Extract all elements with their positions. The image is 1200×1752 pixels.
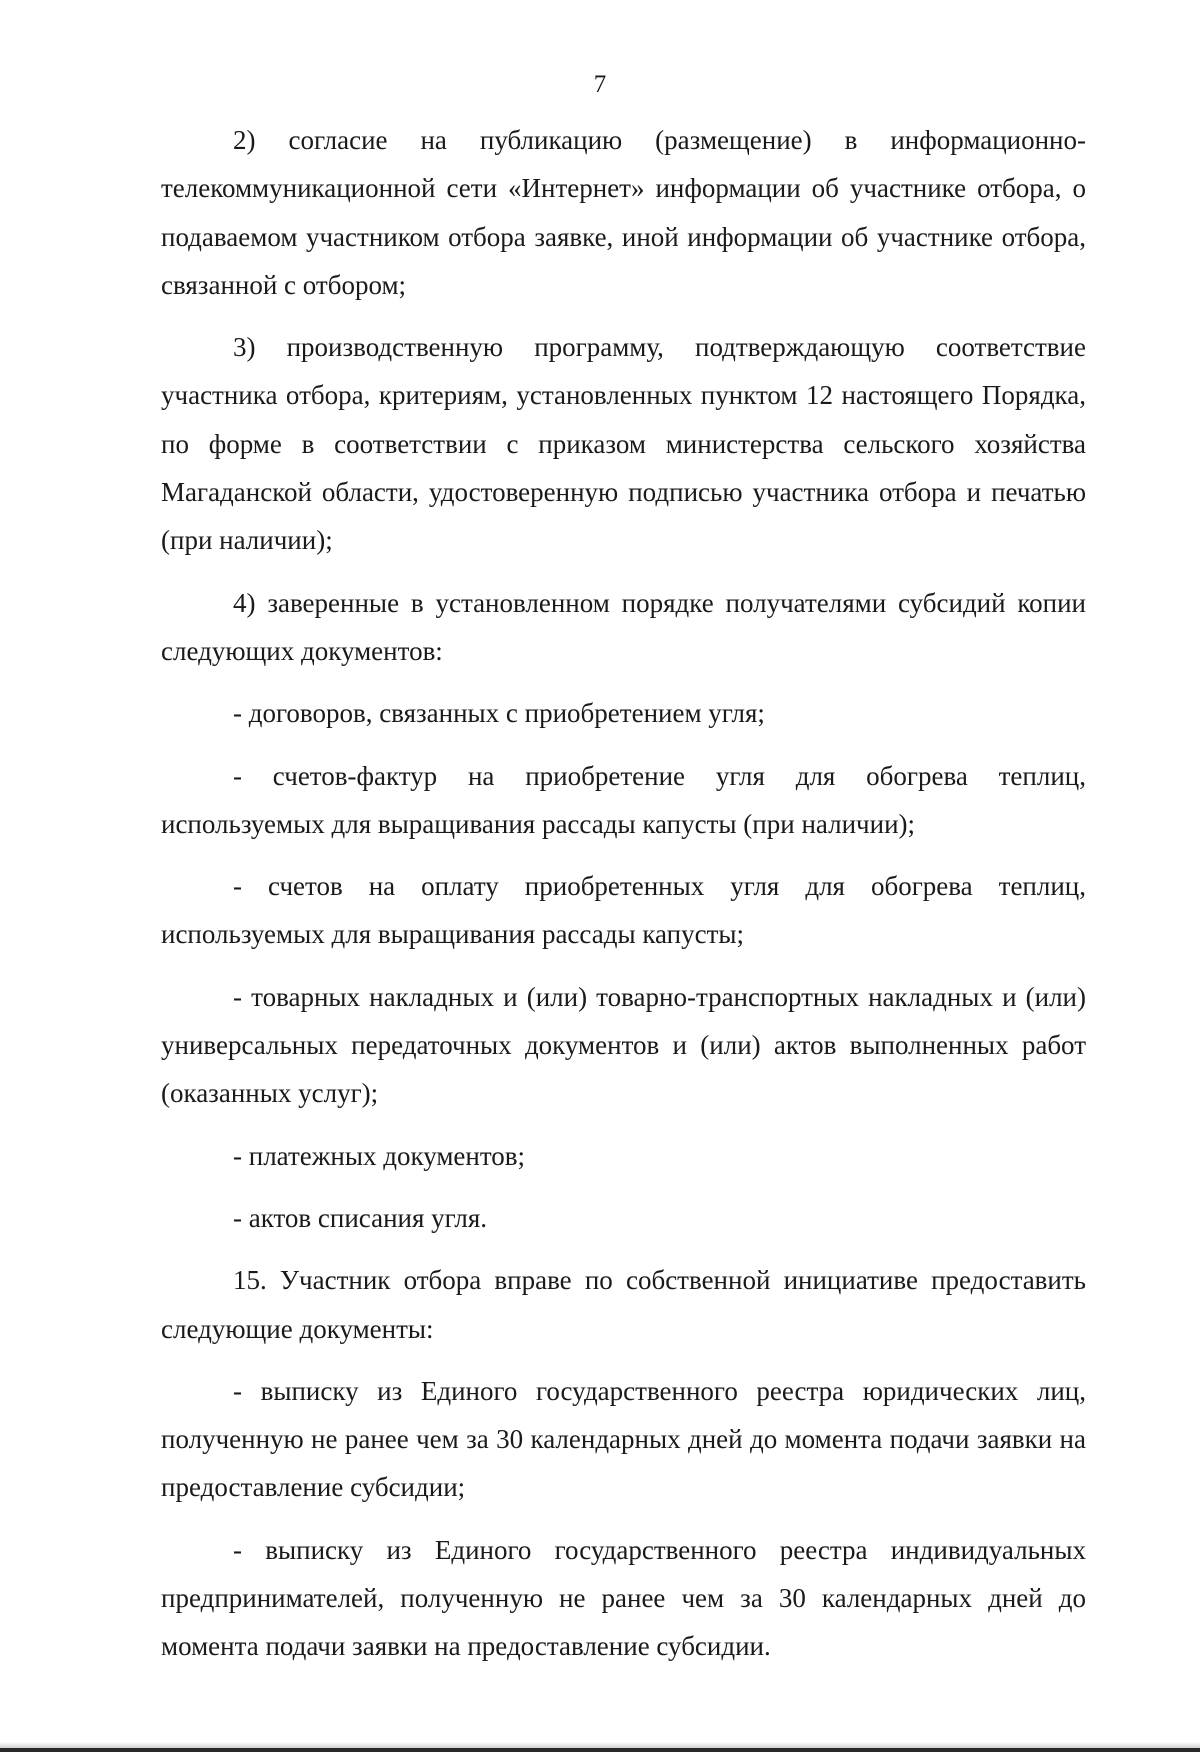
paragraph-item-2-consent: 2) согласие на публикацию (размещение) в информационно-телекоммуникационной сети «Интернет» информации об участнике отбора, о подаваемом участником отбора заявке, иной информации об участнике отбора, связанной с отбором; (161, 125, 1086, 300)
paragraph-item-15: 15. Участник отбора вправе по собственной инициативе предоставить следующие документы: (161, 1265, 1086, 1344)
list-item-payment-documents: - платежных документов; (233, 1140, 526, 1171)
list-item-invoices: - счетов-фактур на приобретение угля для обогрева теплиц, используемых для выращивания рассады капусты (при наличии); (161, 760, 1086, 839)
list-item-write-off-acts: - актов списания угля. (233, 1202, 488, 1233)
paragraph-item-3-program: 3) производственную программу, подтверждающую соответствие участника отбора, критериям, установленных пунктом 12 настоящего Порядка, по форме в соответствии с приказом министерства сельского хозяйства Магаданской области, удостоверенную подписью участника отбора и печатью (при наличии); (161, 332, 1086, 556)
list-item-payment-bills: - счетов на оплату приобретенных угля для обогрева теплиц, используемых для выращивания рассады капусты; (161, 871, 1086, 950)
list-item-waybills: - товарных накладных и (или) товарно-транспортных накладных и (или) универсальных передаточных документов и (или) актов выполненных работ (оказанных услуг); (161, 981, 1086, 1109)
list-item-egrul-extract: - выписку из Единого государственного реестра юридических лиц, полученную не ранее чем за 30 календарных дней до момента подачи заявки на предоставление субсидии; (161, 1375, 1086, 1503)
paragraph-item-4-copies: 4) заверенные в установленном порядке получателями субсидий копии следующих документов: (161, 587, 1086, 666)
list-item-egrip-extract: - выписку из Единого государственного реестра индивидуальных предпринимателей, полученную не ранее чем за 30 календарных дней до момента подачи заявки на предоставление субсидии. (161, 1534, 1086, 1662)
scan-edge (0, 1748, 1200, 1752)
document-body (161, 116, 1086, 1671)
list-item-contracts: - договоров, связанных с приобретением угля; (233, 698, 765, 729)
page-number: 7 (593, 71, 607, 98)
